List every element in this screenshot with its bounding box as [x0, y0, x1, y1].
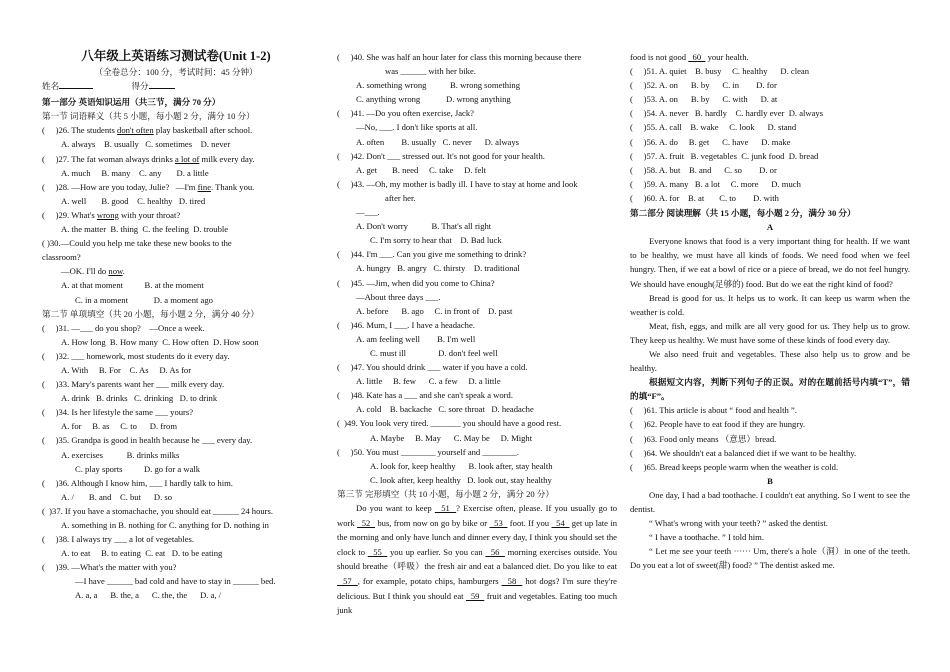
passage-a-paragraph: Everyone knows that food is a very important thing for health. If we want to be healthy, we must have all kinds of foods. We need food when we feel hungry. Then, if we eat a bowl of rice or a piece of bread, we do not feel hungry. We should have enough(足够的) food. But do we eat the right kind of food?	[630, 236, 910, 289]
passage-a-paragraph: Bread is good for us. It helps us to work. It can keep us warm when the weather is cold.	[630, 292, 910, 317]
question-stem: ( )37. If you have a stomachache, you should eat ______ 24 hours.	[42, 505, 274, 516]
tf-instruction: 根据短文内容，判断下列句子的正误。对的在题前括号内填“T”，错的填“F”。	[630, 377, 910, 402]
passage-a-paragraph: Meat, fish, eggs, and milk are all very good for us. They help us to grow. They keep us healthy. We must have some of these kinds of food every day.	[630, 320, 910, 345]
question-options: A. Maybe B. May C. May be D. Might	[370, 432, 533, 443]
question-options: C. look after, keep healthy D. look out, stay healthy	[370, 474, 552, 485]
vocab-question: ( )26. The students don't often play basketball after school.	[42, 125, 253, 136]
cloze-option-row: ( )54. A. never B. hardly C. hardly ever D. always	[630, 108, 824, 119]
cloze-option-row: ( )60. A. for B. at C. to D. with	[630, 192, 779, 203]
part1-heading: 第一部分 英语知识运用（共三节，满分 70 分）	[42, 97, 221, 108]
question-options: was ______ with her bike.	[385, 66, 476, 77]
question-stem: ( )42. Don't ___ stressed out. It's not good for your health.	[337, 150, 545, 161]
part2-heading: 第二部分 阅读理解（共 15 小题，每小题 2 分，满分 30 分）	[630, 208, 856, 219]
vocab-question: ( )29. What's wrong with your throat?	[42, 209, 181, 220]
cloze-options	[630, 64, 910, 205]
question-options: A. With B. For C. As D. As for	[61, 364, 192, 375]
column-right	[630, 50, 910, 572]
question-options: A. something wrong B. wrong something	[356, 80, 520, 91]
sec2-heading: 第二节 单项填空（共 20 小题，每小题 2 分，满分 40 分）	[42, 308, 259, 319]
passage-b-p1: One day, I had a bad toothache. I couldn't eat anything. So I went to see the dentist.	[630, 489, 910, 514]
name-field[interactable]	[59, 88, 93, 89]
vocab-question: ( )27. The fat woman always drinks a lot of milk every day.	[42, 153, 255, 164]
question-stem: ( )39. —What's the matter with you?	[42, 562, 177, 573]
passage-a-paragraph: We also need fruit and vegetables. These also help us to grow and be healthy.	[630, 348, 910, 374]
question-stem: ( )41. —Do you often exercise, Jack?	[337, 108, 474, 119]
underlined-word: fine	[197, 181, 212, 192]
cloze-option-row: ( )58. A. but B. and C. so D. or	[630, 164, 777, 175]
question-stem: ( )31. —___ do you shop? —Once a week.	[42, 322, 205, 333]
question-30-line3: —OK. I'll do now.	[61, 266, 125, 277]
cloze-blank-60[interactable]: 60	[688, 52, 706, 62]
passage-b-p4: “ Let me see your teeth ······ Um, there's a hole（洞）in one of the teeth. Do you eat a lot of sweet(甜) food? ” The dentist asked me.	[630, 546, 910, 571]
question-30	[42, 236, 310, 306]
tf-statement: ( )65. Bread keeps people warm when the weather is cold.	[630, 461, 839, 472]
question-options: —I have ______ bad cold and have to stay in ______ bed.	[75, 576, 276, 587]
question-stem: ( )32. ___ homework, most students do it every day.	[42, 350, 230, 361]
question-stem: ( )46. Mum, I ___. I have a headache.	[337, 319, 475, 330]
cloze-blank-51[interactable]: 51	[434, 503, 457, 513]
underlined-word: a lot of	[175, 153, 200, 164]
question-options: A. often B. usually C. never D. always	[356, 136, 520, 147]
question-stem: ( )45. —Jim, when did you come to China?	[337, 277, 495, 288]
question-stem: ( )34. Is her lifestyle the same ___ yours?	[42, 407, 194, 418]
cloze-option-row: ( )51. A. quiet B. busy C. healthy D. clean	[630, 66, 810, 77]
question-stem: ( )43. —Oh, my mother is badly ill. I have to stay at home and look	[337, 178, 578, 189]
question-30-options-cd: C. in a moment D. a moment ago	[75, 294, 213, 305]
vocab-questions	[42, 123, 310, 236]
cloze-option-row: ( )55. A. call B. wake C. look D. stand	[630, 122, 797, 133]
column-middle	[337, 50, 617, 618]
question-stem: ( )50. You must ________ yourself and ________.	[337, 446, 519, 457]
cloze-blank-55[interactable]: 55	[367, 546, 388, 557]
question-options: —About three days ___.	[356, 291, 441, 302]
question-options: A. little B. few C. a few D. a little	[356, 376, 501, 387]
question-options: A. hungry B. angry C. thirsty D. traditional	[356, 263, 520, 274]
passage-a	[630, 234, 910, 375]
page-subtitle: （全卷总分：100 分，考试时间：45 分钟）	[94, 67, 258, 77]
question-stem: ( )48. Kate has a ___ and she can't speak a word.	[337, 390, 513, 401]
question-stem: ( )38. I always try ___ a lot of vegetables.	[42, 534, 195, 545]
question-options: A. to eat B. to eating C. eat D. to be eating	[61, 548, 223, 559]
question-options: A. look for, keep healthy B. look after, stay health	[370, 460, 553, 471]
name-score-row	[42, 79, 310, 93]
passage-b-p2: “ What's wrong with your teeth? ” asked the dentist.	[649, 518, 828, 529]
question-30-line1: ( )30.—Could you help me take these new books to the	[42, 238, 232, 249]
question-options: —___.	[356, 207, 380, 218]
question-stem: ( )44. I'm ___. Can you give me something to drink?	[337, 249, 527, 260]
underlined-word: now	[108, 266, 123, 277]
question-options: C. must ill D. don't feel well	[370, 347, 498, 358]
vocab-question: ( )28. —How are you today, Julie? —I'm fine. Thank you.	[42, 181, 255, 192]
question-options: A. How long B. How many C. How often D. How soon	[61, 336, 259, 347]
name-label: 姓名	[42, 81, 60, 92]
question-stem: ( )36. Although I know him, ___ I hardly talk to him.	[42, 477, 233, 488]
cloze-option-row: ( )52. A. on B. by C. in D. for	[630, 80, 777, 91]
single-choice-questions-cont	[337, 50, 617, 487]
score-field[interactable]	[149, 88, 175, 89]
sec3-heading: 第三节 完形填空（共 10 小题，每小题 2 分，满分 20 分）	[337, 488, 554, 499]
question-options: A. cold B. backache C. sore throat D. headache	[356, 404, 534, 415]
cloze-passage: Do you want to keep 51 ? Exercise often, please. If you usually go to work 52 bus, from now on go by bike or 53 foot. If you 54 get up late in the morning and only have lunch and dinner every day, I think you should set the clock to 55 you up earlier. So you can 56 morning exercises outside. You should breathe（呼吸）the fresh air and eat a balanced diet. Do you like to eat 57 , for example, potato chips, hamburgers 58 hot dogs? I'm sure they're delicious. But I think you should eat 59 fruit and vegetables. Eating too much junk	[337, 503, 618, 616]
cloze-blank-56[interactable]: 56	[485, 546, 505, 557]
question-options: A. / B. and C. but D. so	[61, 491, 173, 502]
cloze-option-row: ( )56. A. do B. get C. have D. make	[630, 136, 791, 147]
question-options: A. for B. as C. to D. from	[61, 421, 178, 432]
question-options: A. get B. need C. take D. felt	[356, 164, 487, 175]
question-30-options-ab: A. at that moment B. at the moment	[61, 280, 204, 291]
sec1-heading: 第一节 词语释义（共 5 小题，每小题 2 分，满分 10 分）	[42, 111, 255, 122]
question-options: A. am feeling well B. I'm well	[356, 333, 476, 344]
passage-b-p3: “ I have a toothache. ” I told him.	[649, 532, 765, 543]
cloze-option-row: ( )59. A. many B. a lot C. more D. much	[630, 178, 801, 189]
cloze-blank-53[interactable]: 53	[489, 517, 508, 528]
cloze-blank-57[interactable]: 57	[337, 575, 358, 586]
question-stem: ( )47. You should drink ___ water if you have a cold.	[337, 362, 528, 373]
underlined-word: wrong	[96, 209, 119, 220]
underlined-word: don't often	[117, 125, 154, 136]
column-left	[42, 48, 310, 603]
cloze-option-row: ( )53. A. on B. by C. with D. at	[630, 94, 778, 105]
question-options: A. much B. many C. any D. a little	[61, 167, 209, 178]
question-options: C. anything wrong D. wrong anything	[356, 94, 511, 105]
question-stem: ( )49. You look very tired. _______ you should have a good rest.	[337, 418, 562, 429]
cloze-blank-58[interactable]: 58	[501, 575, 523, 586]
question-options: A. Don't worry B. That's all right	[356, 221, 492, 232]
tf-statements	[630, 403, 910, 473]
cloze-blank-54[interactable]: 54	[551, 517, 570, 528]
question-options: A. the matter B. thing C. the feeling D. trouble	[61, 224, 229, 235]
question-options: A. well B. good C. healthy D. tired	[61, 195, 206, 206]
question-options: —No, ___. I don't like sports at all.	[356, 122, 478, 133]
question-options: A. exercises B. drinks milks	[61, 449, 180, 460]
question-options: A. before B. ago C. in front of D. past	[356, 305, 513, 316]
question-options: C. play sports D. go for a walk	[75, 463, 201, 474]
question-options: A. always B. usually C. sometimes D. never	[61, 139, 231, 150]
passage-a-letter: A	[766, 222, 774, 233]
question-options: C. I'm sorry to hear that D. Bad luck	[370, 235, 502, 246]
cloze-blank-59[interactable]: 59	[465, 590, 485, 601]
score-label: 得分	[131, 81, 149, 92]
question-options: A. a, a B. the, a C. the, the D. a, /	[75, 590, 222, 601]
cloze-passage-end: food is not good 60 your health.	[630, 52, 749, 62]
tf-statement: ( )62. People have to eat food if they are hungry.	[630, 419, 806, 430]
question-options: A. something in B. nothing for C. anything for D. nothing in	[61, 520, 269, 530]
tf-statement: ( )61. This article is about “ food and health ”.	[630, 405, 797, 416]
question-stem: ( )35. Grandpa is good in health because he ___ every day.	[42, 435, 253, 446]
page-title: 八年级上英语练习测试卷(Unit 1-2)	[81, 49, 271, 63]
passage-b-letter: B	[767, 475, 773, 486]
tf-statement: ( )63. Food only means （意思）bread.	[630, 433, 777, 444]
single-choice-questions	[42, 321, 310, 603]
tf-statement: ( )64. We shouldn't eat a balanced diet if we want to be healthy.	[630, 447, 857, 458]
question-30-line2: classroom?	[42, 252, 81, 263]
question-options: A. drink B. drinks C. drinking D. to drink	[61, 393, 218, 404]
cloze-option-row: ( )57. A. fruit B. vegetables C. junk food D. bread	[630, 150, 819, 161]
cloze-blank-52[interactable]: 52	[357, 517, 375, 528]
question-stem: ( )40. She was half an hour later for class this morning because there	[337, 52, 582, 62]
question-stem: ( )33. Mary's parents want her ___ milk every day.	[42, 379, 225, 390]
question-options: after her.	[385, 192, 416, 203]
